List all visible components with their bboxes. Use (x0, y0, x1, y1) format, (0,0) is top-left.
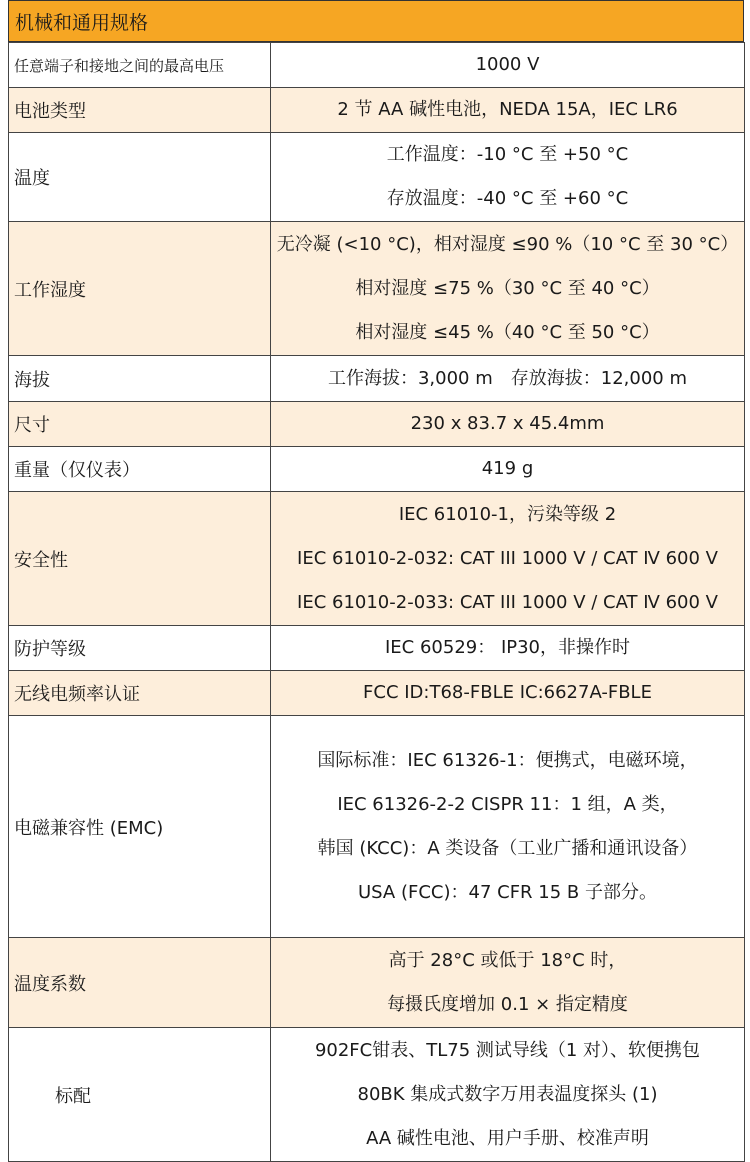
spec-label: 电池类型 (9, 88, 271, 133)
spec-row (9, 356, 745, 402)
spec-value-line: 80BK 集成式数字万用表温度探头 (1) (357, 1083, 658, 1105)
spec-row (9, 133, 745, 222)
spec-value-line: USA (FCC)：47 CFR 15 B 子部分。 (358, 881, 657, 903)
spec-value-cell (271, 447, 745, 492)
spec-value-cell (271, 1028, 745, 1162)
spec-value-line: 419 g (481, 458, 534, 479)
spec-value-line: IEC 60529： IP30，非操作时 (384, 637, 631, 658)
spec-label: 温度 (9, 133, 271, 222)
spec-value-line: 存放温度：-40 °C 至 +60 °C (386, 188, 629, 209)
spec-label: 安全性 (9, 492, 271, 626)
spec-value-line: IEC 61010-1，污染等级 2 (398, 503, 617, 525)
spec-value-cell (271, 938, 745, 1028)
spec-row (9, 43, 745, 88)
spec-value-cell (271, 43, 745, 88)
spec-value-line: 无冷凝 (<10 °C)，相对湿度 ≤90 %（10 °C 至 30 °C） (276, 233, 739, 255)
spec-value-line: 2 节 AA 碱性电池，NEDA 15A，IEC LR6 (337, 99, 678, 120)
spec-row (9, 1028, 745, 1162)
spec-label: 尺寸 (9, 402, 271, 447)
spec-value-line: 902FC钳表、TL75 测试导线（1 对）、软便携包 (314, 1039, 701, 1061)
spec-label: 电磁兼容性 (EMC) (9, 716, 271, 938)
spec-label: 无线电频率认证 (9, 671, 271, 716)
spec-label: 防护等级 (9, 626, 271, 671)
spec-row (9, 492, 745, 626)
spec-value-line: IEC 61010-2-032: CAT III 1000 V / CAT Ⅳ 600 V (297, 547, 718, 569)
spec-row (9, 447, 745, 492)
spec-value-cell (271, 716, 745, 938)
spec-label: 任意端子和接地之间的最高电压 (9, 43, 271, 88)
spec-value-line: 相对湿度 ≤45 %（40 °C 至 50 °C） (355, 321, 660, 343)
spec-value-cell (271, 492, 745, 626)
spec-value-cell (271, 402, 745, 447)
spec-row (9, 88, 745, 133)
spec-value-line: AA 碱性电池、用户手册、校准声明 (366, 1127, 649, 1149)
spec-row (9, 222, 745, 356)
spec-value-line: FCC ID:T68-FBLE IC:6627A-FBLE (363, 682, 652, 703)
spec-value-line: 相对湿度 ≤75 %（30 °C 至 40 °C） (355, 277, 660, 299)
spec-value-line: 工作海拔：3,000 m 存放海拔：12,000 m (327, 367, 688, 389)
spec-value-line: IEC 61010-2-033: CAT III 1000 V / CAT Ⅳ 600 V (297, 591, 718, 613)
spec-value-line: 韩国 (KCC)：A 类设备（工业广播和通讯设备） (317, 837, 698, 859)
spec-value-line: 高于 28°C 或低于 18°C 时， (388, 949, 627, 971)
spec-row (9, 626, 745, 671)
spec-value-cell (271, 356, 745, 402)
spec-label: 工作湿度 (9, 222, 271, 356)
spec-label: 温度系数 (9, 938, 271, 1028)
spec-label: 标配 (9, 1028, 271, 1162)
spec-value-line: 国际标准：IEC 61326-1：便携式，电磁环境， (317, 749, 698, 771)
spec-value-cell (271, 626, 745, 671)
spec-value-line: 1000 V (475, 54, 540, 75)
spec-table (8, 42, 745, 1162)
spec-row (9, 716, 745, 938)
spec-value-cell (271, 222, 745, 356)
spec-value-line: 工作温度：-10 °C 至 +50 °C (386, 144, 629, 165)
spec-value-line: IEC 61326-2-2 CISPR 11：1 组，A 类， (337, 793, 678, 815)
spec-value-cell (271, 88, 745, 133)
spec-value-line: 230 x 83.7 x 45.4mm (410, 413, 605, 434)
spec-row (9, 938, 745, 1028)
spec-value-line: 每摄氏度增加 0.1 × 指定精度 (387, 993, 628, 1015)
spec-value-cell (271, 671, 745, 716)
spec-row (9, 402, 745, 447)
spec-label: 海拔 (9, 356, 271, 402)
spec-row (9, 671, 745, 716)
spec-label: 重量（仅仪表） (9, 447, 271, 492)
spec-table-container (8, 0, 744, 1162)
spec-table-body (9, 43, 745, 1162)
spec-value-cell (271, 133, 745, 222)
spec-title: 机械和通用规格 (15, 11, 149, 34)
spec-title-bar (8, 0, 744, 42)
